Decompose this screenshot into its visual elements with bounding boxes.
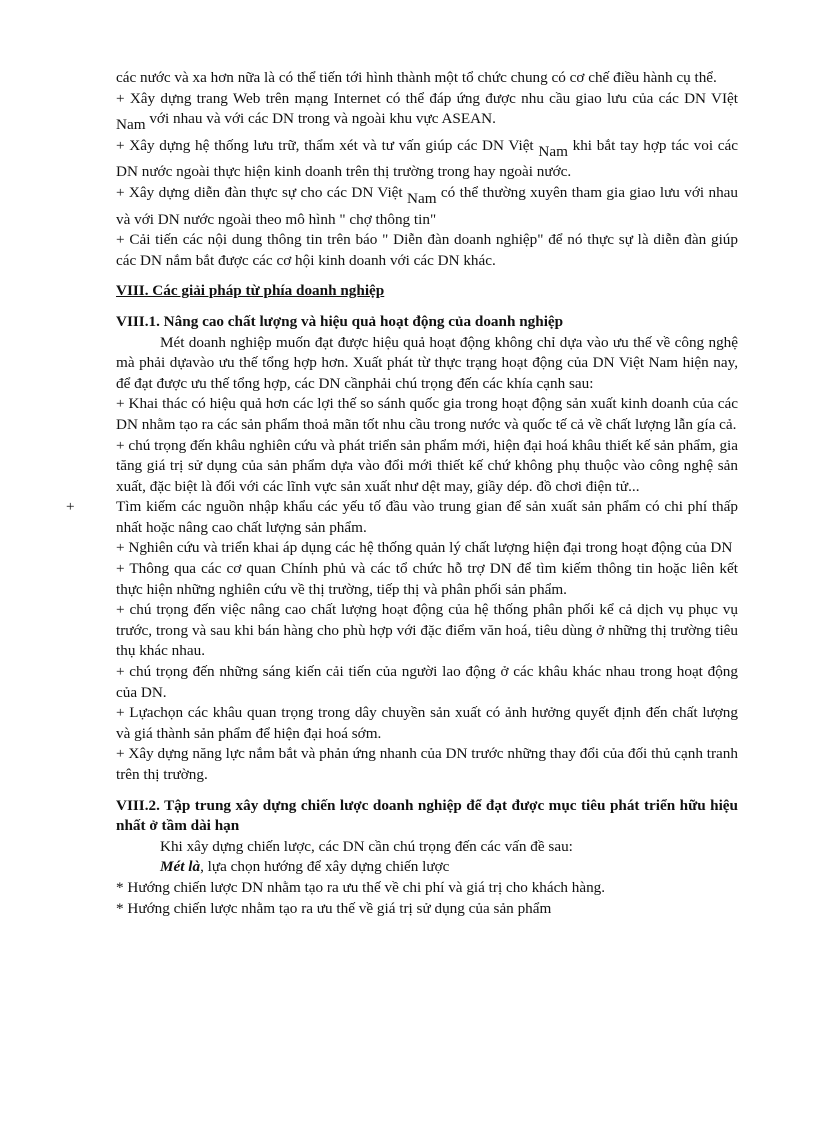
subsection-intro: Mét doanh nghiệp muốn đạt được hiệu quả hoạt động không chỉ dựa vào ưu thế về công nghệ mà phải dựavào ưu thế tổng hợp hơn. Xuất phát từ thực trạng hoạt động của DN Việt Nam hiện nay, để đạt được ưu thế tổng hợp, các DN cầnphải chú trọng đến các khía cạnh sau: [116,333,738,392]
emphasis: Mét là [160,858,201,876]
bullet-website [116,89,738,136]
section-heading: VIII. Các giải pháp từ phía doanh nghiệp [116,282,385,300]
bullet-text: + Xây dựng trang Web trên mạng Internet có thể đáp ứng được nhu cầu giao lưu của các DN VIệt [116,89,738,107]
strategy-intro: Khi xây dựng chiến lược, các DN cần chú trọng đến các vấn đề sau: [160,837,573,855]
bullet-text: + Xây dựng diễn đàn thực sự cho các DN Việt [116,183,408,201]
list-item: + chú trọng đến những sáng kiến cải tiến của người lao động ở các khâu khác nhau trong hoạt động của DN. [116,663,738,701]
bullet-text: có thể thường xuyên tham gia giao lưu với nhau và với DN nước ngoài theo mô hình " chợ thông tin" [116,183,739,228]
list-item-text: Tìm kiếm các nguồn nhập khẩu các yếu tố đầu vào trung gian để sản xuất sản phẩm có chi phí thấp nhất hoặc nâng cao chất lượng sản phẩm. [116,498,738,536]
bullet-storage [116,136,738,183]
list-item: + chú trọng đến việc nâng cao chất lượng hoạt động của hệ thống phân phối kể cả dịch vụ phục vụ trước, trong và sau khi bán hàng cho phù hợp với đặc điểm văn hoá, tiêu dùng ở những thị trường tiêu thụ khác nhau. [116,601,738,660]
plus-mark: + [66,498,75,516]
list-item: + Khai thác có hiệu quả hơn các lợi thế so sánh quốc gia trong hoạt động sản xuất kinh doanh của các DN nhằm tạo ra các sản phẩm thoả mãn tốt nhu cầu trong nước và quốc tế cả về chất lượng lẫn gía cả. [116,395,738,433]
subsection-heading-1: VIII.1. Nâng cao chất lượng và hiệu quả hoạt động của doanh nghiệp [116,312,564,330]
strategy-first [116,857,738,878]
nam-word: Nam [538,142,568,160]
list-item: + Lựachọn các khâu quan trọng trong dây chuyền sản xuất có ảnh hưởng quyết định đến chất lượng và giá thành sản phẩm để hiện đại hoá sớm. [116,704,738,742]
nam-word: Nam [116,116,146,134]
subsection-heading-2: VIII.2. Tập trung xây dựng chiến lược doanh nghiệp để đạt được mục tiêu phát triển hữu hiệu nhất ở tầm dài hạn [116,796,738,835]
bullet-text: với nhau và với các DN trong và ngoài khu vực ASEAN. [145,110,496,128]
strategy-first-text: , lựa chọn hướng để xây dựng chiến lược [200,858,450,876]
list-item: + chú trọng đến khâu nghiên cứu và phát triển sản phẩm mới, hiện đại hoá khâu thiết kế sản phẩm, gia tăng giá trị sử dụng của sản phẩm dựa vào đổi mới thiết kế chứ không phụ thuộc vào công nghệ sản xuất, đặc biệt là đối với các lĩnh vực sản xuất như dệt may, giầy dép. đồ chơi điện tử... [116,436,738,495]
bullet-text: khi bắt tay hợp tác voi các DN nước ngoài thực hiện kinh doanh trên thị trường trong hay ngoài nước. [116,136,738,181]
list-item: + Xây dựng năng lực nắm bắt và phản ứng nhanh của DN trước những thay đổi của đối thủ cạnh tranh trên thị trường. [116,745,738,783]
list-item: + Thông qua các cơ quan Chính phủ và các tổ chức hỗ trợ DN để tìm kiếm thông tin hoặc liên kết thực hiện những nghiên cứu về thị trường, tiếp thị và phân phối sản phẩm. [116,560,738,598]
list-item: + Nghiên cứu và triển khai áp dụng các hệ thống quản lý chất lượng hiện đại trong hoạt động của DN [116,539,733,557]
nam-word: Nam [407,189,437,207]
bullet-text: + Xây dựng hệ thống lưu trữ, thẩm xét và tư vấn giúp các DN Việt [116,136,539,154]
list-item: * Hướng chiến lược nhằm tạo ra ưu thế về giá trị sử dụng của sản phẩm [116,899,552,917]
document-page [66,68,739,919]
list-item: * Hướng chiến lược DN nhằm tạo ra ưu thế về chi phí và giá trị cho khách hàng. [116,878,606,896]
bullet-newspaper: + Cải tiến các nội dung thông tin trên báo " Diễn đàn doanh nghiệp" để nó thực sự là diễn đàn giúp các DN nắm bắt được các cơ hội kinh doanh với các DN khác. [116,231,738,269]
bullet-forum [116,183,738,230]
intro-paragraph: các nước và xa hơn nữa là có thể tiến tới hình thành một tổ chức chung có cơ chế điều hành cụ thể. [116,69,717,86]
list-item [66,497,738,538]
